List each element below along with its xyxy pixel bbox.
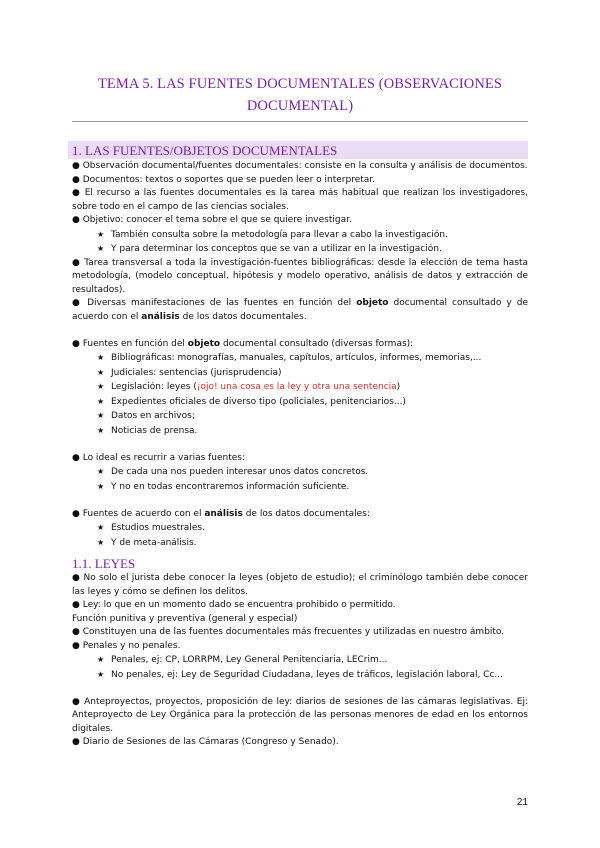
star-bullet-icon: ★ [97,481,105,491]
paragraph: ● Ley: lo que en un momento dado se encuentra prohibido o permitido. [72,600,396,610]
star-bullet-icon: ★ [97,655,105,664]
paragraph: ● Diario de Sesiones de las Cámaras (Congreso y Senado). [72,737,339,747]
list-item: ★ También consulta sobre la metodología para llevar a cabo la investigación. [97,229,448,240]
list-item: ★ De cada una nos pueden interesar unos datos concretos. [97,467,369,477]
title-divider [72,121,528,122]
bold-term: análisis [141,311,180,322]
bold-term: objeto [356,298,389,308]
list-item: ★ Bibliográficas: monografías, manuales, capítulos, artículos, informes, memorias,... [97,353,482,363]
list-item: ★ Penales, ej: CP, LORRPM, Ley General Penitenciaria, LECrim... [97,655,388,665]
paragraph: ● El recurso a las fuentes documentales es la tarea más habitual que realizan los investigadores, sobre todo en el campo de las ciencias sociales. [72,188,528,212]
list-item: ★ Datos en archivos; [97,411,195,421]
star-bullet-icon: ★ [97,396,105,406]
list-item: ★ No penales, ej: Ley de Seguridad Ciudadana, leyes de tráficos, legislación laboral, Cc... [97,669,503,680]
paragraph: ● Lo ideal es recurrir a varias fuentes: [72,452,246,463]
star-bullet-icon: ★ [97,367,105,377]
star-bullet-icon: ★ [97,411,105,420]
list-item: ★ Y no en todas encontraremos información suficiente. [97,481,350,492]
list-item: ★ Y de meta-análisis. [97,537,197,548]
paragraph: ● Penales y no penales. [72,640,181,651]
star-bullet-icon: ★ [97,382,105,391]
list-item: ★ Legislación: leyes (¡ojo! una cosa es la ley y otra una sentencia) [97,382,401,392]
star-bullet-icon: ★ [97,244,105,253]
list-item: ★ Noticias de prensa. [97,425,198,436]
paragraph: ● No solo el jurista debe conocer la leyes (objeto de estudio); el criminólogo también debe conocer las leyes y cómo se definen los delitos. [72,573,528,597]
paragraph: Función punitiva y preventiva (general y especial) [72,613,298,624]
bold-term: objeto [187,338,221,349]
star-bullet-icon: ★ [97,467,105,476]
paragraph: ● Documentos: textos o soportes que se pueden leer o interpretar. [72,174,376,185]
star-bullet-icon: ★ [97,523,105,532]
list-item: ★ Expedientes oficiales de diverso tipo (policiales, penitenciarios...) [97,396,406,407]
list-item: ★ Estudios muestrales. [97,523,205,533]
document-title: TEMA 5. LAS FUENTES DOCUMENTALES (OBSERVACIONES DOCUMENTAL) [97,76,503,114]
star-bullet-icon: ★ [97,229,105,239]
paragraph: ● Diversas manifestaciones de las fuentes en función del objeto documental consultado y de acuerdo con el análisis de los datos documentales. [72,298,528,322]
star-bullet-icon: ★ [97,537,105,547]
paragraph: ● Fuentes de acuerdo con el análisis de los datos documentales: [72,508,370,519]
paragraph: ● Objetivo: conocer el tema sobre el que se quiere investigar. [72,215,352,225]
document-body [72,141,528,750]
paragraph: ● Tarea transversal a toda la investigación-fuentes bibliográficas: desde la elección de tema hasta metodología, (modelo conceptual, hipótesis y modelo operativo, análisis de datos y extracción de resultados). [72,257,528,295]
list-item: ★ Judiciales: sentencias (jurisprudencia) [97,367,282,378]
bold-term: análisis [204,508,243,519]
paragraph: ● Constituyen una de las fuentes documentales más frecuentes y utilizadas en nuestro ámbito. [72,627,505,637]
list-item: ★ Y para determinar los conceptos que se van a utilizar en la investigación. [97,244,442,254]
paragraph: ● Observación documental/fuentes documentales: consiste en la consulta y análisis de documentos. [72,161,528,171]
star-bullet-icon: ★ [97,353,105,362]
section-heading: 1. LAS FUENTES/OBJETOS DOCUMENTALES [68,141,528,159]
page-number: 21 [516,797,528,808]
subsection-heading: 1.1. LEYES [72,556,136,571]
star-bullet-icon: ★ [97,425,105,435]
note-highlight: ¡ojo! una cosa es la ley y otra una sentencia [196,382,397,392]
paragraph: ● Fuentes en función del objeto documental consultado (diversas formas): [72,338,414,349]
paragraph: ● Anteproyectos, proyectos, proposición de ley: diarios de sesiones de las cámaras legislativas. Ej: Anteproyecto de Ley Orgánica para la protección de las personas menores de edad en los entornos digitales. [72,696,528,734]
star-bullet-icon: ★ [97,669,105,679]
